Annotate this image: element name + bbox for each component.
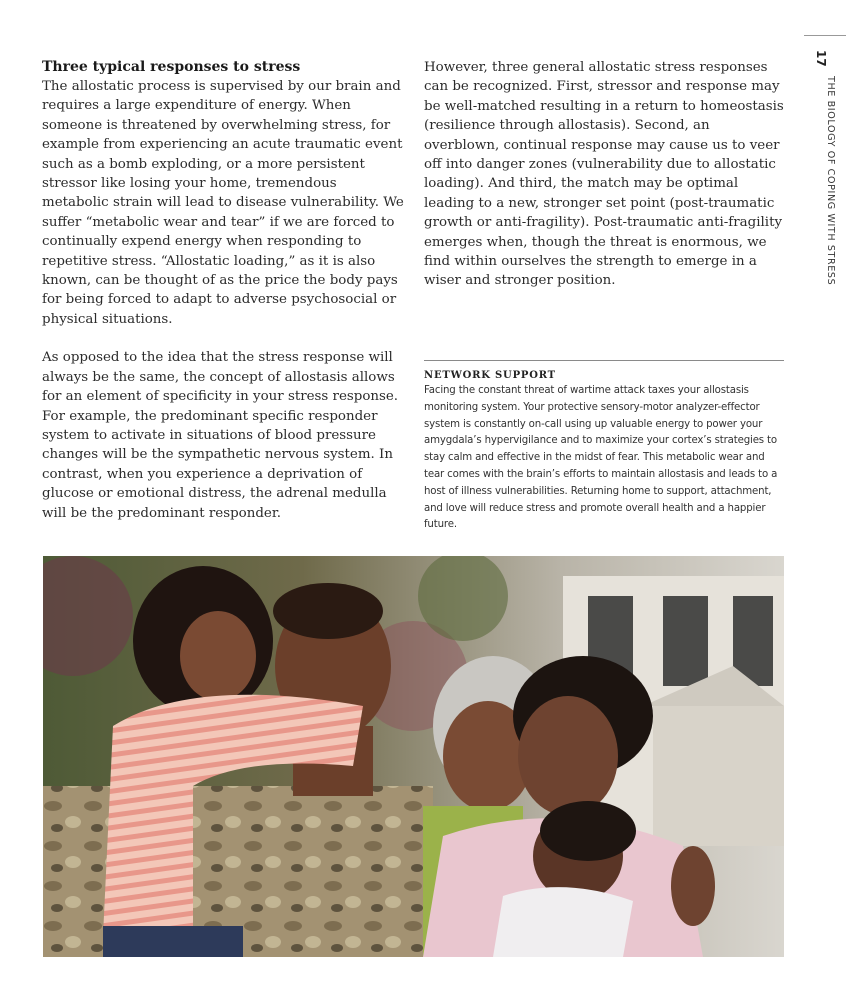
section-heading: Three typical responses to stress xyxy=(42,59,301,75)
running-head-title: THE BIOLOGY OF COPING WITH STRESS xyxy=(825,76,836,286)
right-column xyxy=(424,58,786,291)
sidebar-title: NETWORK SUPPORT xyxy=(424,370,556,381)
body-paragraph-1: The allostatic process is supervised by our brain and requires a large expenditure of energy. When someone is threatened by overwhelming stress, for example from experiencing an acute traumatic event such as a bomb exploding, or a more persistent stressor like losing your home, tremendous metabolic strain will lead to disease vulnerability. We suffer “metabolic wear and tear” if we are forced to continually expend energy when responding to repetitive stress. “Allostatic loading,” as it is also known, can be thought of as the price the body pays for being forced to adapt to adverse psychosocial or physical situations. xyxy=(42,79,404,327)
body-paragraph-2: As opposed to the idea that the stress response will always be the same, the concept of allostasis allows for an element of specificity in your stress response. For example, the predominant specific responder system to activate in situations of blood pressure changes will be the sympathetic nervous system. In contrast, when you experience a deprivation of glucose or emotional distress, the adrenal medulla will be the predominant responder. xyxy=(42,350,399,521)
family-reunion-photo xyxy=(43,556,784,957)
photo-illustration xyxy=(43,556,784,957)
page-number: 17 xyxy=(814,50,828,67)
network-support-sidebar xyxy=(424,360,784,534)
sidebar-body: Facing the constant threat of wartime attack taxes your allostasis monitoring system. Your protective sensory-motor analyzer-effector system is constantly on-call using up valuable energy to power your amygdala’s hypervigilance and to maximize your cortex’s strategies to stay calm and effective in the midst of fear. This metabolic wear and tear comes with the brain’s efforts to maintain allostasis and leads to a host of illness vulnerabilities. Returning home to support, attachment, and love will reduce stress and promote overall health and a happier future. xyxy=(424,385,778,531)
left-column xyxy=(42,58,406,523)
body-paragraph-3: However, three general allostatic stress responses can be recognized. First, stressor and response may be well-matched resulting in a return to homeostasis (resilience through allostasis). Second, an overblown, continual response may cause us to veer off into danger zones (vulnerability due to allostatic loading). And third, the match may be optimal leading to a new, stronger set point (post-traumatic growth or anti-fragility). Post-traumatic anti-fragility emerges when, though the threat is enormous, we find within ourselves the strength to emerge in a wiser and stronger position. xyxy=(424,60,784,289)
